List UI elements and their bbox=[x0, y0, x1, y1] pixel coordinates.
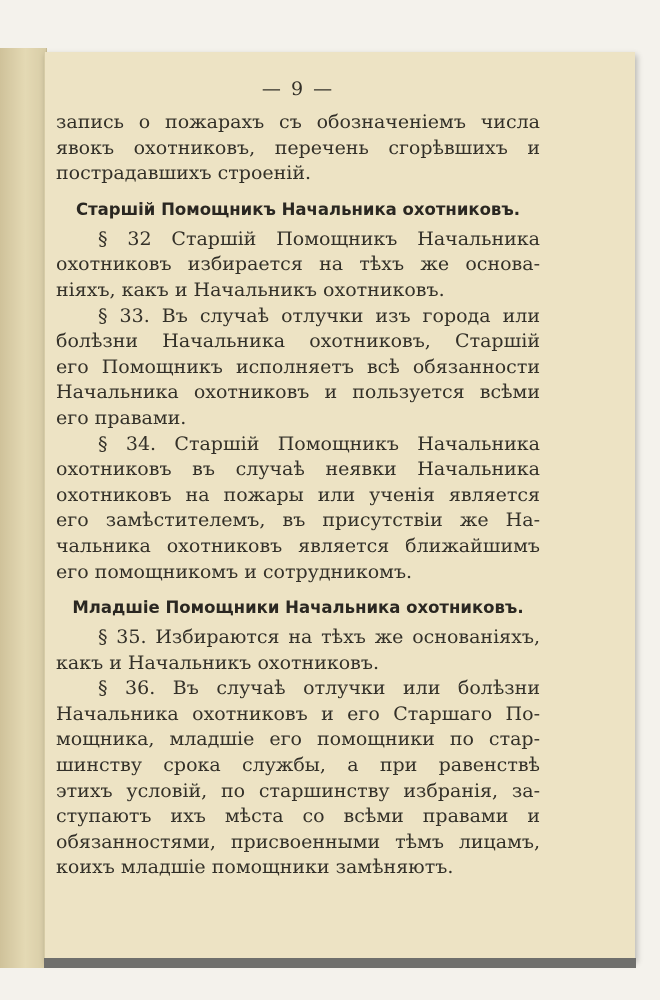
paragraph-32-line: § 32 Старшій Помощникъ Начальника bbox=[98, 227, 540, 250]
text-line: запись о пожарахъ съ обозначеніемъ числа bbox=[56, 111, 540, 133]
paragraph-36-line: шинству срока службы, а при равенствѣ bbox=[56, 754, 540, 777]
paragraph-34-line: его помощникомъ и сотрудникомъ. bbox=[56, 560, 413, 583]
paragraph-33-line: § 33. Въ случаѣ отлучки изъ города или bbox=[98, 304, 540, 327]
paragraph-33-line: его правами. bbox=[56, 406, 187, 429]
paragraph-33-line: болѣзни Начальника охотниковъ, Старшій bbox=[56, 330, 540, 353]
section-heading-senior-assistant: Старшій Помощникъ Начальника охотниковъ. bbox=[75, 199, 521, 219]
book-spine bbox=[0, 48, 47, 968]
text-line: явокъ охотниковъ, перечень сгорѣвшихъ и bbox=[56, 136, 540, 159]
page-bottom-edge bbox=[44, 958, 636, 968]
paragraph-36-line: § 36. Въ случаѣ отлучки или болѣзни bbox=[98, 677, 540, 700]
paragraph-34-line: его замѣстителемъ, въ присутствіи же На- bbox=[56, 509, 540, 532]
paragraph-32-line: ніяхъ, какъ и Начальникъ охотниковъ. bbox=[56, 278, 445, 301]
paragraph-34-line: чальника охотниковъ является ближайшимъ bbox=[56, 534, 540, 557]
paragraph-34-line: охотниковъ въ случаѣ неявки Начальника bbox=[56, 458, 540, 481]
paragraph-34-line: § 34. Старшій Помощникъ Начальника bbox=[98, 432, 540, 455]
paragraph-36-line: коихъ младшіе помощники замѣняютъ. bbox=[56, 856, 454, 879]
text-line: пострадавшихъ строеній. bbox=[56, 162, 312, 185]
paragraph-36-line: мощника, младшіе его помощники по стар- bbox=[56, 728, 540, 751]
paragraph-32-line: охотниковъ избирается на тѣхъ же основа- bbox=[56, 253, 540, 276]
paragraph-36-line: ступаютъ ихъ мѣста со всѣми правами и bbox=[56, 805, 540, 828]
paragraph-33-line: его Помощникъ исполняетъ всѣ обязанности bbox=[56, 355, 540, 378]
paragraph-35-line: § 35. Избираются на тѣхъ же основаніяхъ, bbox=[98, 626, 540, 649]
page-text bbox=[56, 78, 540, 881]
paragraph-36-line: этихъ условій, по старшинству избранія, за- bbox=[56, 779, 540, 802]
page-number: — 9 — bbox=[261, 78, 335, 100]
section-heading-junior-assistants: Младшіе Помощники Начальника охотниковъ. bbox=[72, 598, 524, 618]
paragraph-36-line: обязанностями, присвоенными тѣмъ лицамъ, bbox=[56, 830, 540, 853]
paragraph-35-line: какъ и Начальникъ охотниковъ. bbox=[56, 651, 380, 674]
paragraph-36-line: Начальника охотниковъ и его Старшаго По- bbox=[56, 702, 540, 725]
paragraph-34-line: охотниковъ на пожары или ученія является bbox=[56, 483, 540, 506]
paragraph-33-line: Начальника охотниковъ и пользуется всѣми bbox=[56, 381, 540, 404]
